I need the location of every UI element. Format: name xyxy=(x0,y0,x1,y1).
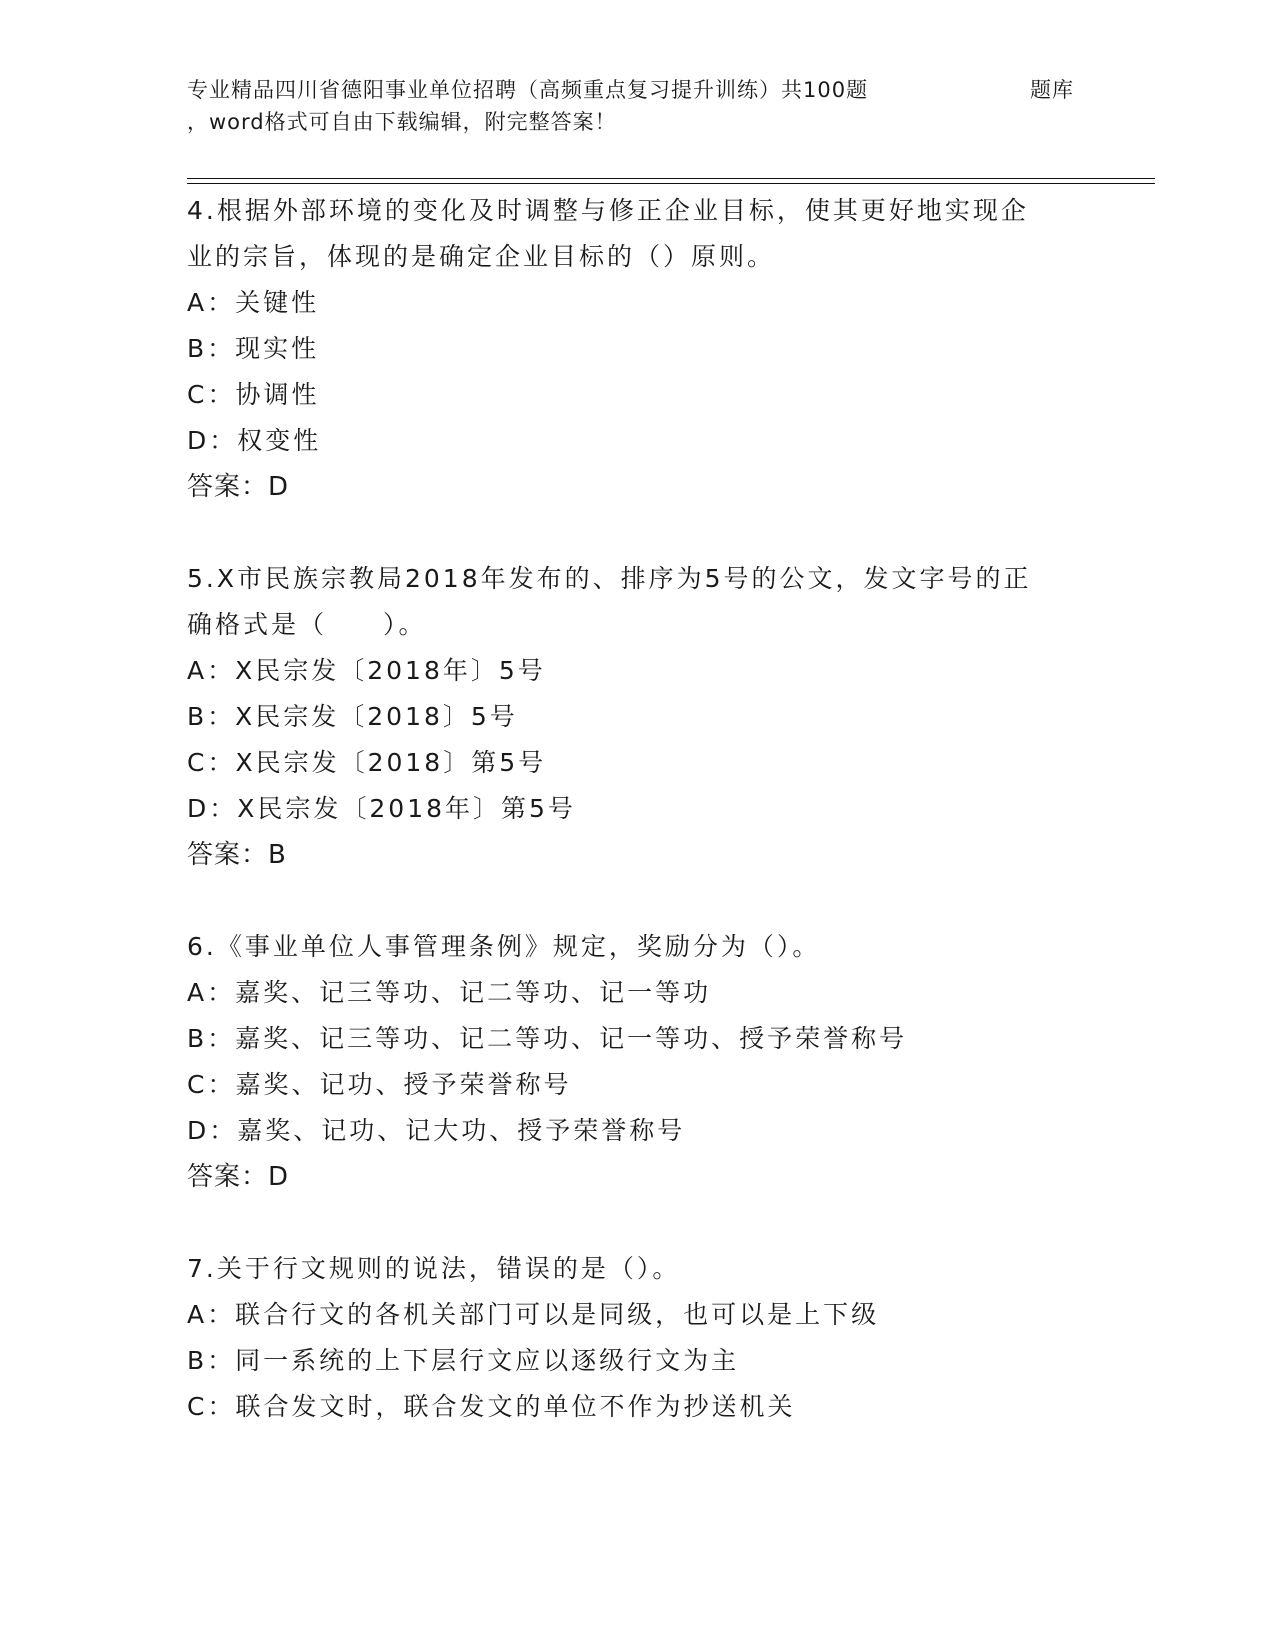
question-6 xyxy=(187,924,1087,1200)
option-b: B：嘉奖、记三等功、记二等功、记一等功、授予荣誉称号 xyxy=(187,1024,908,1053)
question-7 xyxy=(187,1246,1087,1430)
question-text-line: 业的宗旨，体现的是确定企业目标的（）原则。 xyxy=(187,242,776,271)
option-a: A：X民宗发〔2018年〕5号 xyxy=(187,656,546,685)
header-subtitle: ，word格式可自由下载编辑，附完整答案！ xyxy=(187,110,617,134)
header-divider-bottom xyxy=(187,183,1155,184)
answer: 答案：D xyxy=(187,472,290,502)
answer: 答案：B xyxy=(187,840,287,870)
option-d: D：X民宗发〔2018年〕第5号 xyxy=(187,794,576,823)
option-c: C：X民宗发〔2018〕第5号 xyxy=(187,748,547,777)
question-text-line: 4.根据外部环境的变化及时调整与修正企业目标，使其更好地实现企 xyxy=(187,196,1029,225)
answer: 答案：D xyxy=(187,1162,290,1192)
question-5 xyxy=(187,556,1087,878)
question-text-line: 5.X市民族宗教局2018年发布的、排序为5号的公文，发文字号的正 xyxy=(187,564,1032,593)
option-a: A：关键性 xyxy=(187,288,320,317)
option-b: B：X民宗发〔2018〕5号 xyxy=(187,702,518,731)
question-text-line: 7.关于行文规则的说法，错误的是（）。 xyxy=(187,1254,681,1283)
option-b: B：现实性 xyxy=(187,334,320,363)
question-text-line: 6.《事业单位人事管理条例》规定，奖励分为（）。 xyxy=(187,932,821,961)
header-title: 专业精品四川省德阳事业单位招聘（高频重点复习提升训练）共100题 xyxy=(187,78,869,102)
option-c: C：嘉奖、记功、授予荣誉称号 xyxy=(187,1070,572,1099)
option-d: D：权变性 xyxy=(187,426,322,455)
option-b: B：同一系统的上下层行文应以逐级行文为主 xyxy=(187,1346,740,1375)
option-a: A：联合行文的各机关部门可以是同级，也可以是上下级 xyxy=(187,1300,880,1329)
header-tag: 题库 xyxy=(1030,78,1074,102)
option-a: A：嘉奖、记三等功、记二等功、记一等功 xyxy=(187,978,712,1007)
option-c: C：协调性 xyxy=(187,380,320,409)
question-list xyxy=(187,188,1087,1430)
question-4 xyxy=(187,188,1087,510)
page-header xyxy=(187,76,1087,136)
option-d: D：嘉奖、记功、记大功、授予荣誉称号 xyxy=(187,1116,686,1145)
question-text-line: 确格式是（ ）。 xyxy=(187,610,427,639)
option-c: C：联合发文时，联合发文的单位不作为抄送机关 xyxy=(187,1392,796,1421)
header-divider-top xyxy=(187,178,1155,179)
